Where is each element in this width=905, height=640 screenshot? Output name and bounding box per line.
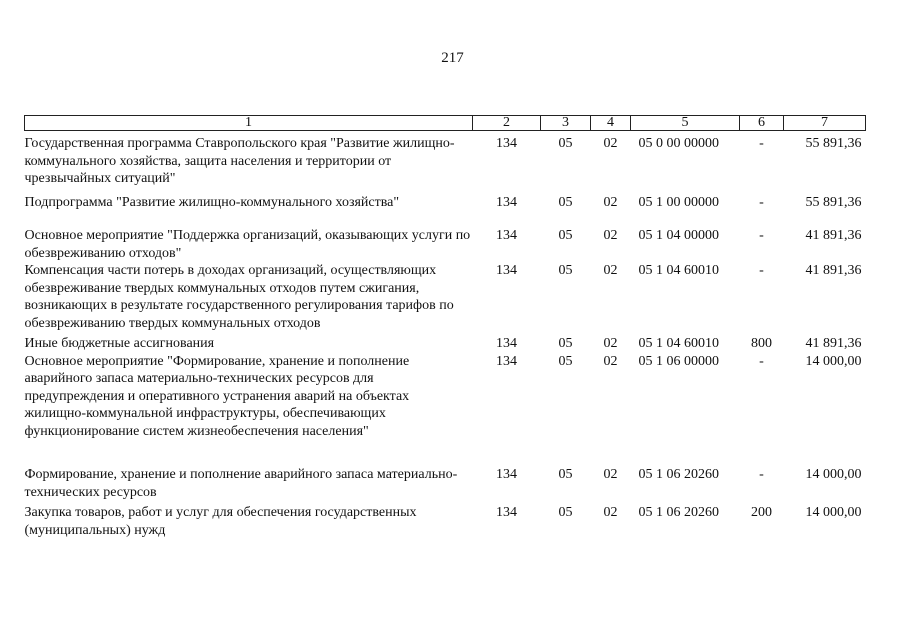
table-row bbox=[25, 227, 866, 262]
cell-col3: 05 bbox=[558, 136, 573, 151]
cell-col4: 02 bbox=[603, 136, 618, 151]
cell-col4: 02 bbox=[603, 353, 618, 369]
table-row bbox=[25, 501, 866, 539]
column-header: 2 bbox=[473, 116, 541, 131]
cell-col7: 55 891,36 bbox=[805, 194, 862, 210]
cell-col4: 02 bbox=[603, 467, 618, 482]
cell-col5: 05 1 04 60010 bbox=[638, 263, 719, 278]
cell-col5: 05 1 06 20260 bbox=[638, 505, 719, 520]
row-name: Основное мероприятие "Поддержка организаций, оказывающих услуги по обезвреживанию отходов" bbox=[24, 228, 471, 261]
cell-col6: - bbox=[759, 136, 764, 151]
table-row bbox=[25, 353, 866, 467]
cell-col6: 200 bbox=[751, 505, 772, 520]
cell-col7: 14 000,00 bbox=[805, 467, 862, 482]
cell-col6: - bbox=[759, 467, 764, 482]
cell-col4: 02 bbox=[603, 263, 618, 278]
cell-col3: 05 bbox=[558, 228, 573, 243]
table-header-row bbox=[25, 116, 866, 131]
budget-table bbox=[24, 115, 866, 539]
cell-col7: 14 000,00 bbox=[805, 353, 862, 369]
cell-col6: - bbox=[759, 263, 764, 278]
row-name: Компенсация части потерь в доходах организаций, осуществляющих обезвреживание твердых коммунальных отходов путем сжигания, возникающих в результате государственного регулирования тарифов по обезвреживанию твердых коммунальных отходов bbox=[24, 263, 454, 331]
cell-col4: 02 bbox=[603, 336, 618, 351]
cell-col6: - bbox=[759, 194, 764, 210]
table-row bbox=[25, 131, 866, 188]
column-header: 3 bbox=[541, 116, 591, 131]
cell-col2: 134 bbox=[496, 136, 517, 151]
cell-col5: 05 1 00 00000 bbox=[638, 194, 719, 210]
cell-col7: 41 891,36 bbox=[805, 263, 862, 278]
row-name: Закупка товаров, работ и услуг для обеспечения государственных (муниципальных) нужд bbox=[24, 505, 417, 538]
row-name: Иные бюджетные ассигнования bbox=[24, 336, 215, 351]
cell-col7: 41 891,36 bbox=[805, 228, 862, 243]
table-row bbox=[25, 466, 866, 501]
column-header: 5 bbox=[631, 116, 740, 131]
cell-col4: 02 bbox=[603, 194, 618, 210]
row-name: Основное мероприятие "Формирование, хранение и пополнение аварийного запаса материально-технических ресурсов для предупреждения и оперативного устранения аварий на объектах жилищно-коммунальной инфраструктуры, обеспечивающих функционирование систем жизнеобеспечения населения" bbox=[24, 353, 410, 439]
cell-col7: 41 891,36 bbox=[805, 336, 862, 351]
cell-col6: - bbox=[759, 228, 764, 243]
row-name: Подпрограмма "Развитие жилищно-коммунального хозяйства" bbox=[24, 194, 400, 210]
cell-col2: 134 bbox=[496, 336, 517, 351]
column-header: 7 bbox=[784, 116, 866, 131]
cell-col2: 134 bbox=[496, 228, 517, 243]
column-header: 4 bbox=[591, 116, 631, 131]
column-header: 6 bbox=[740, 116, 784, 131]
cell-col2: 134 bbox=[496, 263, 517, 278]
cell-col3: 05 bbox=[558, 336, 573, 351]
cell-col5: 05 1 06 00000 bbox=[638, 353, 719, 369]
cell-col3: 05 bbox=[558, 263, 573, 278]
cell-col6: 800 bbox=[751, 336, 772, 351]
cell-col2: 134 bbox=[496, 505, 517, 520]
cell-col2: 134 bbox=[496, 194, 517, 210]
cell-col7: 14 000,00 bbox=[805, 505, 862, 520]
cell-col4: 02 bbox=[603, 228, 618, 243]
row-name: Формирование, хранение и пополнение аварийного запаса материально-технических ресурсов bbox=[24, 467, 458, 500]
table-row bbox=[25, 332, 866, 353]
cell-col3: 05 bbox=[558, 467, 573, 482]
cell-col3: 05 bbox=[558, 194, 573, 210]
cell-col5: 05 1 04 60010 bbox=[638, 336, 719, 351]
cell-col5: 05 1 06 20260 bbox=[638, 467, 719, 482]
column-header: 1 bbox=[25, 116, 473, 131]
row-name: Государственная программа Ставропольского края "Развитие жилищно-коммунального хозяйства, защита населения и территории от чрезвычайных ситуаций" bbox=[24, 136, 455, 186]
cell-col2: 134 bbox=[496, 353, 517, 369]
cell-col3: 05 bbox=[558, 353, 573, 369]
cell-col7: 55 891,36 bbox=[805, 136, 862, 151]
cell-col2: 134 bbox=[496, 467, 517, 482]
cell-col6: - bbox=[759, 353, 764, 369]
page-number: 217 bbox=[441, 50, 464, 66]
table-row bbox=[25, 262, 866, 332]
cell-col5: 05 0 00 00000 bbox=[638, 136, 719, 151]
cell-col4: 02 bbox=[603, 505, 618, 520]
table-row bbox=[25, 188, 866, 228]
cell-col3: 05 bbox=[558, 505, 573, 520]
cell-col5: 05 1 04 00000 bbox=[638, 228, 719, 243]
